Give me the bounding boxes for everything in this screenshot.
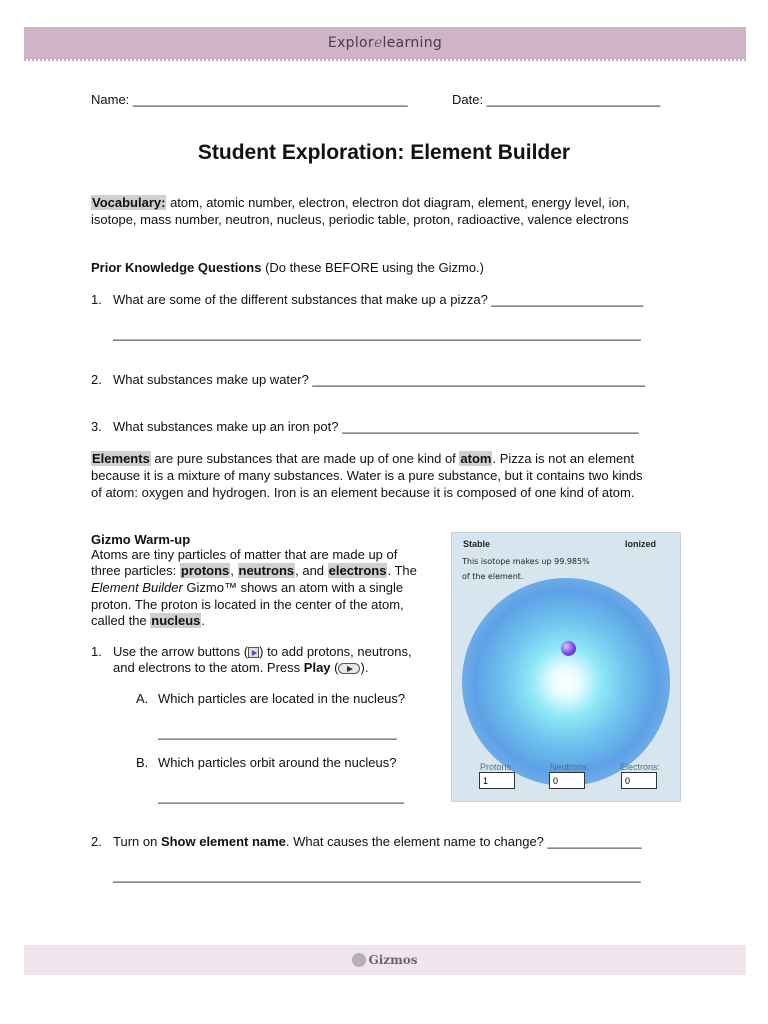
vocabulary-label: Vocabulary: (92, 195, 166, 210)
electrons-count-box: 0 (621, 772, 657, 789)
protons-count-box: 1 (479, 772, 515, 789)
isotope-note-line-2: of the element. (462, 572, 524, 581)
warmup-text-line-2: three particles: protons, neutrons, and electrons. The (91, 563, 417, 578)
sub-question-a-answer-line[interactable]: _________________________________ (158, 725, 397, 740)
date-field[interactable]: Date: ________________________ (452, 92, 661, 107)
electron-cloud (462, 578, 670, 786)
question-number: 1. (91, 644, 102, 659)
question-number: 2. (91, 372, 102, 387)
warmup-question-1-line-1: Use the arrow buttons ( ) to add protons, neutrons, (113, 644, 412, 659)
vocabulary-line-1: Vocabulary: atom, atomic number, electron, electron dot diagram, element, energy level, ion, (92, 195, 630, 210)
warmup-text-line-1: Atoms are tiny particles of matter that are made up of (91, 547, 398, 562)
warmup-text-line-5: called the nucleus. (91, 613, 206, 628)
sub-question-b-answer-line[interactable]: __________________________________ (158, 789, 404, 804)
vocabulary-line-2: isotope, mass number, neutron, nucleus, periodic table, proton, radioactive, valence electrons (91, 212, 629, 227)
sub-question-a: Which particles are located in the nucleus? (158, 691, 406, 706)
elements-paragraph-line-3: of atom: oxygen and hydrogen. Iron is an element because it is composed of one kind of atom. (91, 485, 635, 500)
sub-question-b: Which particles orbit around the nucleus? (158, 755, 397, 770)
electrons-term: electrons (328, 563, 387, 578)
arrow-button-icon (248, 647, 259, 658)
nucleus-particle (561, 641, 576, 656)
warmup-question-2[interactable]: Turn on Show element name. What causes the element name to change? _____________ (113, 834, 642, 849)
name-field[interactable]: Name: ______________________________________ (91, 92, 408, 107)
play-button-icon (338, 663, 360, 674)
nucleus-term: nucleus (151, 613, 201, 628)
warmup-text-line-4: proton. The proton is located in the center of the atom, (91, 597, 404, 612)
elements-term: Elements (92, 451, 150, 466)
page-title: Student Exploration: Element Builder (197, 141, 571, 164)
question-number: 1. (91, 292, 102, 307)
atom-term: atom (460, 451, 492, 466)
isotope-note-line-1: This isotope makes up 99.985% (462, 557, 590, 566)
neutrons-count-box: 0 (549, 772, 585, 789)
explorelearning-logo: Explorelearning (327, 34, 443, 51)
neutrons-label: Neutrons: (550, 762, 590, 772)
prior-question-1[interactable]: What are some of the different substances that make up a pizza? _____________________ (113, 292, 644, 307)
header-band (24, 27, 746, 59)
header-dotted-divider (24, 59, 746, 61)
elements-paragraph-line-1: Elements are pure substances that are made up of one kind of atom. Pizza is not an element (92, 451, 635, 466)
prior-question-2[interactable]: What substances make up water? ______________________________________________ (113, 372, 646, 387)
warmup-text-line-3: Element Builder Gizmo™ shows an atom with a single (91, 580, 404, 595)
question-number: 3. (91, 419, 102, 434)
ionized-label: Ionized (625, 539, 656, 549)
protons-label: Protons: (480, 762, 514, 772)
warmup-question-2-answer-line[interactable]: _________________________________________________________________________ (113, 868, 641, 883)
question-number: 2. (91, 834, 102, 849)
footer-band (24, 945, 746, 975)
warmup-question-1-line-2: and electrons to the atom. Press Play ( ). (113, 660, 369, 675)
electrons-label: Electrons: (620, 762, 661, 772)
prior-question-3[interactable]: What substances make up an iron pot? _________________________________________ (113, 419, 639, 434)
prior-answer-line-1[interactable]: _________________________________________________________________________ (113, 326, 641, 341)
sub-question-label: B. (136, 755, 149, 770)
gizmo-warmup-heading: Gizmo Warm-up (91, 532, 191, 547)
gizmos-logo: Gizmos (352, 952, 417, 969)
elements-paragraph-line-2: because it is a mixture of many substances. Water is a pure substance, but it contains two kinds (91, 468, 643, 483)
gizmos-logo-icon (352, 953, 366, 967)
sub-question-label: A. (136, 691, 149, 706)
prior-knowledge-heading: Prior Knowledge Questions (Do these BEFORE using the Gizmo.) (91, 260, 484, 275)
element-builder-simulation (451, 532, 681, 802)
protons-term: protons (180, 563, 230, 578)
stable-label: Stable (463, 539, 491, 549)
neutrons-term: neutrons (238, 563, 295, 578)
